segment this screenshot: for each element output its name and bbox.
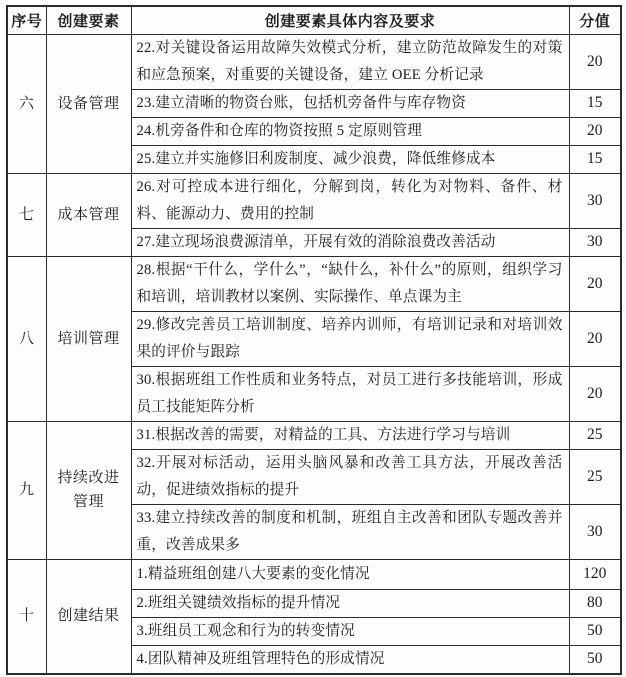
header-score: 分值 [569, 6, 621, 34]
group-element-9: 持续改进管理 [46, 421, 131, 559]
item-score-r2: 80 [569, 589, 621, 617]
item-score-32: 25 [569, 449, 621, 504]
group-serial-8: 八 [7, 256, 46, 421]
item-content-28: 28.根据“干什么，学什么”，“缺什么，补什么”的原则，组织学习和培训，培训教材以案例、实际操作、单点课为主 [131, 256, 569, 311]
table-row [7, 421, 621, 449]
item-score-30: 20 [569, 366, 621, 421]
group-serial-6: 六 [7, 34, 46, 173]
item-content-r4: 4.团队精神及班组管理特色的形成情况 [131, 645, 569, 674]
item-content-24: 24.机旁备件和仓库的物资按照 5 定原则管理 [131, 117, 569, 145]
item-content-33: 33.建立持续改善的制度和机制，班组自主改善和团队专题改善并重，改善成果多 [131, 504, 569, 559]
item-score-r4: 50 [569, 645, 621, 674]
table-header-row [7, 6, 621, 34]
item-score-23: 15 [569, 89, 621, 117]
assessment-table [6, 5, 622, 675]
item-score-25: 15 [569, 145, 621, 173]
item-content-r2: 2.班组关键绩效指标的提升情况 [131, 589, 569, 617]
item-score-27: 30 [569, 228, 621, 256]
table-row [7, 256, 621, 311]
item-score-r3: 50 [569, 617, 621, 645]
item-content-31: 31.根据改善的需要，对精益的工具、方法进行学习与培训 [131, 421, 569, 449]
header-content: 创建要素具体内容及要求 [131, 6, 569, 34]
item-content-22: 22.对关键设备运用故障失效模式分析，建立防范故障发生的对策和应急预案，对重要的关键设备，建立 OEE 分析记录 [131, 34, 569, 89]
group-serial-10: 十 [7, 559, 46, 674]
item-score-26: 30 [569, 173, 621, 228]
group-element-10: 创建结果 [46, 559, 131, 674]
item-score-33: 30 [569, 504, 621, 559]
item-content-r3: 3.班组员工观念和行为的转变情况 [131, 617, 569, 645]
table-row [7, 173, 621, 228]
header-serial: 序号 [7, 6, 46, 34]
item-content-r1: 1.精益班组创建八大要素的变化情况 [131, 559, 569, 589]
table-row [7, 559, 621, 589]
item-content-27: 27.建立现场浪费源清单，开展有效的消除浪费改善活动 [131, 228, 569, 256]
item-content-26: 26.对可控成本进行细化，分解到岗，转化为对物料、备件、材料、能源动力、费用的控制 [131, 173, 569, 228]
group-element-8: 培训管理 [46, 256, 131, 421]
item-score-22: 20 [569, 34, 621, 89]
item-score-24: 20 [569, 117, 621, 145]
group-element-6: 设备管理 [46, 34, 131, 173]
item-content-25: 25.建立并实施修旧利废制度、减少浪费，降低维修成本 [131, 145, 569, 173]
group-serial-7: 七 [7, 173, 46, 256]
header-element: 创建要素 [46, 6, 131, 34]
item-content-29: 29.修改完善员工培训制度、培养内训师，有培训记录和对培训效果的评价与跟踪 [131, 311, 569, 366]
group-element-7: 成本管理 [46, 173, 131, 256]
item-content-23: 23.建立清晰的物资台账，包括机旁备件与库存物资 [131, 89, 569, 117]
item-content-30: 30.根据班组工作性质和业务特点，对员工进行多技能培训，形成员工技能矩阵分析 [131, 366, 569, 421]
item-score-28: 20 [569, 256, 621, 311]
item-score-29: 20 [569, 311, 621, 366]
table-row [7, 34, 621, 89]
item-score-r1: 120 [569, 559, 621, 589]
item-content-32: 32.开展对标活动，运用头脑风暴和改善工具方法，开展改善活动，促进绩效指标的提升 [131, 449, 569, 504]
item-score-31: 25 [569, 421, 621, 449]
group-serial-9: 九 [7, 421, 46, 559]
